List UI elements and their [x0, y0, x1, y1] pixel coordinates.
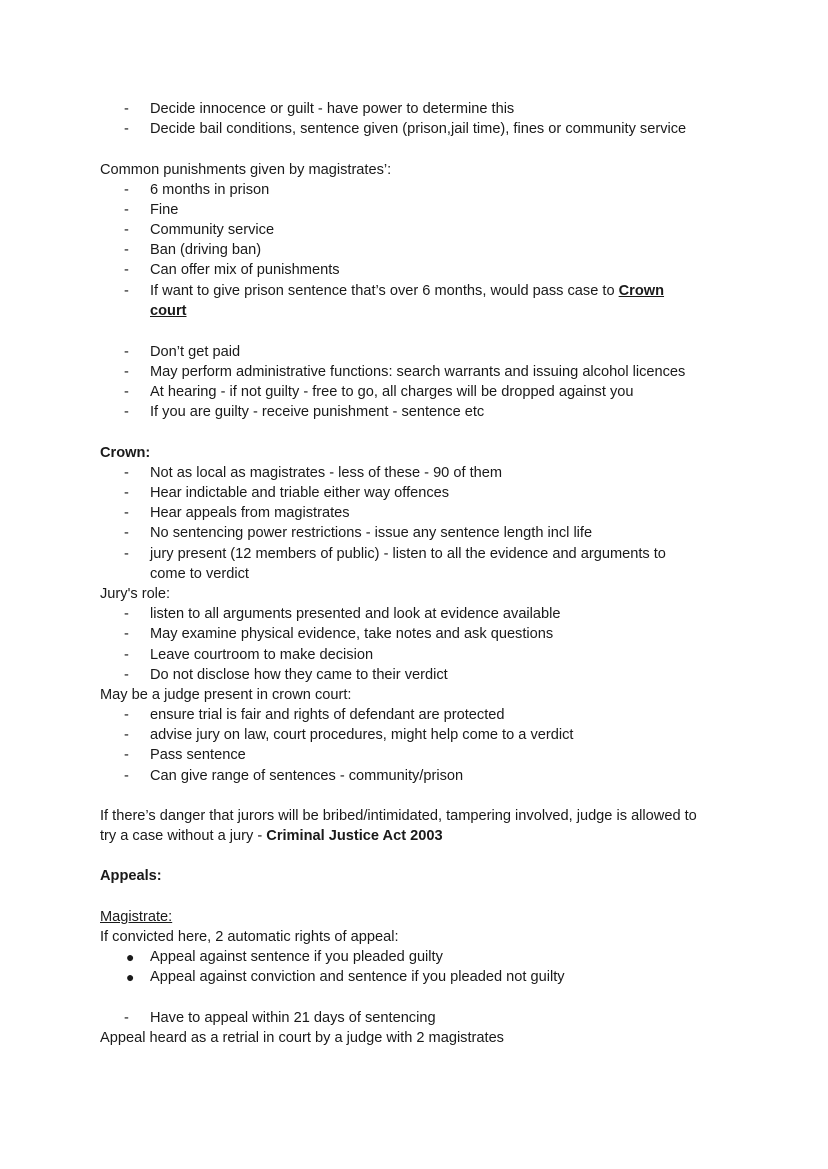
list-item — [150, 281, 664, 301]
list-dash: - — [124, 1010, 129, 1026]
list-item: Have to appeal within 21 days of sentencing — [150, 1010, 436, 1026]
list-dash: - — [124, 344, 129, 360]
punishments-heading: Common punishments given by magistrates’: — [100, 162, 392, 178]
list-dash: - — [124, 768, 129, 784]
list-item: May examine physical evidence, take notes and ask questions — [150, 626, 554, 642]
list-dash: - — [124, 222, 129, 238]
danger-paragraph-line1: If there’s danger that jurors will be bribed/intimidated, tampering involved, judge is allowed to — [100, 808, 697, 824]
jury-heading: Jury's role: — [100, 586, 171, 602]
criminal-justice-act: Criminal Justice Act 2003 — [266, 828, 443, 844]
list-dash: - — [124, 465, 129, 481]
bullet-icon: ● — [126, 949, 135, 965]
bullet-icon: ● — [126, 969, 135, 985]
list-item: Appeal against sentence if you pleaded guilty — [150, 949, 443, 965]
list-dash: - — [124, 404, 129, 420]
danger-paragraph-line2 — [100, 826, 443, 846]
list-dash: - — [124, 202, 129, 218]
appeals-closing: Appeal heard as a retrial in court by a judge with 2 magistrates — [100, 1030, 504, 1046]
list-item: listen to all arguments presented and look at evidence available — [150, 606, 561, 622]
list-item: At hearing - if not guilty - free to go, all charges will be dropped against you — [150, 384, 634, 400]
list-item: Fine — [150, 202, 179, 218]
list-item: Don’t get paid — [150, 344, 241, 360]
list-item: Leave courtroom to make decision — [150, 647, 374, 663]
list-dash: - — [124, 626, 129, 642]
list-item: May perform administrative functions: search warrants and issuing alcohol licences — [150, 364, 686, 380]
list-item: advise jury on law, court procedures, might help come to a verdict — [150, 727, 574, 743]
list-item: Ban (driving ban) — [150, 242, 262, 258]
list-dash: - — [124, 242, 129, 258]
list-item: Pass sentence — [150, 747, 246, 763]
appeals-intro: If convicted here, 2 automatic rights of appeal: — [100, 929, 399, 945]
list-item: Decide innocence or guilt - have power to determine this — [150, 101, 515, 117]
list-dash: - — [124, 707, 129, 723]
list-dash: - — [124, 525, 129, 541]
crown-court-term: Crown — [618, 283, 665, 299]
list-item-continued: come to verdict — [150, 566, 249, 582]
list-item: ensure trial is fair and rights of defendant are protected — [150, 707, 505, 723]
list-dash: - — [124, 747, 129, 763]
list-item: Do not disclose how they came to their verdict — [150, 667, 448, 683]
list-dash: - — [124, 364, 129, 380]
appeals-heading: Appeals: — [100, 868, 162, 884]
list-dash: - — [124, 505, 129, 521]
list-item-text: If want to give prison sentence that’s over 6 months, would pass case to — [150, 283, 619, 299]
list-dash: - — [124, 727, 129, 743]
list-dash: - — [124, 182, 129, 198]
list-item: jury present (12 members of public) - listen to all the evidence and arguments to — [150, 546, 666, 562]
list-dash: - — [124, 121, 129, 137]
danger-text: try a case without a jury - — [100, 828, 267, 844]
list-dash: - — [124, 667, 129, 683]
list-item: Not as local as magistrates - less of these - 90 of them — [150, 465, 503, 481]
list-item: Hear indictable and triable either way offences — [150, 485, 450, 501]
list-item: If you are guilty - receive punishment - sentence etc — [150, 404, 485, 420]
list-item: Hear appeals from magistrates — [150, 505, 350, 521]
list-item: Community service — [150, 222, 275, 238]
list-dash: - — [124, 283, 129, 299]
list-item: Can give range of sentences - community/prison — [150, 768, 464, 784]
list-dash: - — [124, 262, 129, 278]
judge-heading: May be a judge present in crown court: — [100, 687, 352, 703]
crown-court-term-continued: court — [150, 303, 187, 319]
list-dash: - — [124, 384, 129, 400]
list-dash: - — [124, 647, 129, 663]
list-dash: - — [124, 546, 129, 562]
list-dash: - — [124, 101, 129, 117]
list-item: No sentencing power restrictions - issue any sentence length incl life — [150, 525, 593, 541]
list-dash: - — [124, 485, 129, 501]
list-item: 6 months in prison — [150, 182, 270, 198]
magistrate-subheading: Magistrate: — [100, 909, 173, 925]
list-item: Can offer mix of punishments — [150, 262, 340, 278]
list-dash: - — [124, 606, 129, 622]
crown-heading: Crown: — [100, 445, 151, 461]
list-item: Decide bail conditions, sentence given (prison,jail time), fines or community service — [150, 121, 687, 137]
list-item: Appeal against conviction and sentence if you pleaded not guilty — [150, 969, 565, 985]
